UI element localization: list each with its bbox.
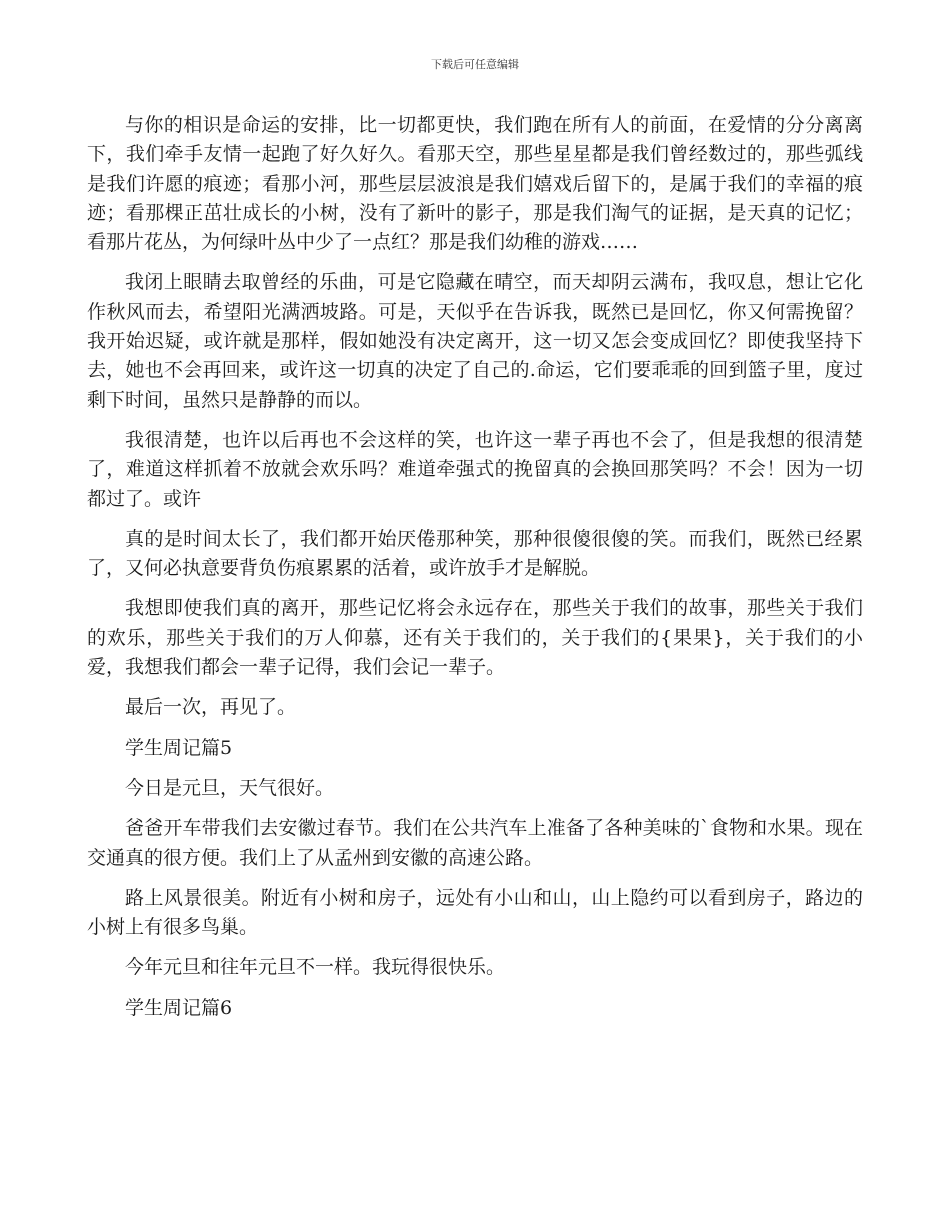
paragraph: 路上风景很美。附近有小树和房子，远处有小山和山，山上隐约可以看到房子，路边的小树上有很多鸟巢。 bbox=[87, 886, 863, 939]
section-heading: 学生周记篇5 bbox=[125, 736, 233, 759]
paragraph: 与你的相识是命运的安排，比一切都更快，我们跑在所有人的前面，在爱情的分分离离下，我们牵手友情一起跑了好久好久。看那天空，那些星星都是我们曾经数过的，那些弧线是我们许愿的痕迹；看那小河，那些层层波浪是我们嬉戏后留下的，是属于我们的幸福的痕迹；看那棵正茁壮成长的小树，没有了新叶的影子，那是我们淘气的证据，是天真的记忆；看那片花丛，为何绿叶丛中少了一点红？那是我们幼稚的游戏…… bbox=[87, 114, 863, 254]
paragraph: 今日是元旦，天气很好。 bbox=[125, 776, 335, 799]
paragraph: 最后一次，再见了。 bbox=[125, 696, 297, 719]
page-header-note: 下载后可任意编辑 bbox=[431, 58, 519, 71]
section-heading: 学生周记篇6 bbox=[125, 996, 233, 1019]
document-body bbox=[87, 111, 863, 1034]
paragraph: 今年元旦和往年元旦不一样。我玩得很快乐。 bbox=[125, 956, 506, 979]
paragraph: 我闭上眼睛去取曾经的乐曲，可是它隐藏在晴空，而天却阴云满布，我叹息，想让它化作秋风而去，希望阳光满洒坡路。可是，天似乎在告诉我，既然已是回忆，你又何需挽留？我开始迟疑，或许就是那样，假如她没有决定离开，这一切又怎会变成回忆？即使我坚持下去，她也不会再回来，或许这一切真的决定了自己的.命运，它们要乖乖的回到篮子里，度过剩下时间，虽然只是静静的而以。 bbox=[87, 271, 863, 411]
paragraph: 我想即使我们真的离开，那些记忆将会永远存在，那些关于我们的故事，那些关于我们的欢乐，那些关于我们的万人仰慕，还有关于我们的，关于我们的{果果}，关于我们的小爱，我想我们都会一辈子记得，我们会记一辈子。 bbox=[87, 597, 863, 679]
paragraph: 真的是时间太长了，我们都开始厌倦那种笑，那种很傻很傻的笑。而我们，既然已经累了，又何必执意要背负伤痕累累的活着，或许放手才是解脱。 bbox=[87, 527, 863, 580]
paragraph: 爸爸开车带我们去安徽过春节。我们在公共汽车上准备了各种美味的`食物和水果。现在交通真的很方便。我们上了从孟州到安徽的高速公路。 bbox=[87, 817, 863, 869]
paragraph: 我很清楚，也许以后再也不会这样的笑，也许这一辈子再也不会了，但是我想的很清楚了，难道这样抓着不放就会欢乐吗？难道牵强式的挽留真的会换回那笑吗？不会！因为一切都过了。或许 bbox=[87, 428, 863, 510]
